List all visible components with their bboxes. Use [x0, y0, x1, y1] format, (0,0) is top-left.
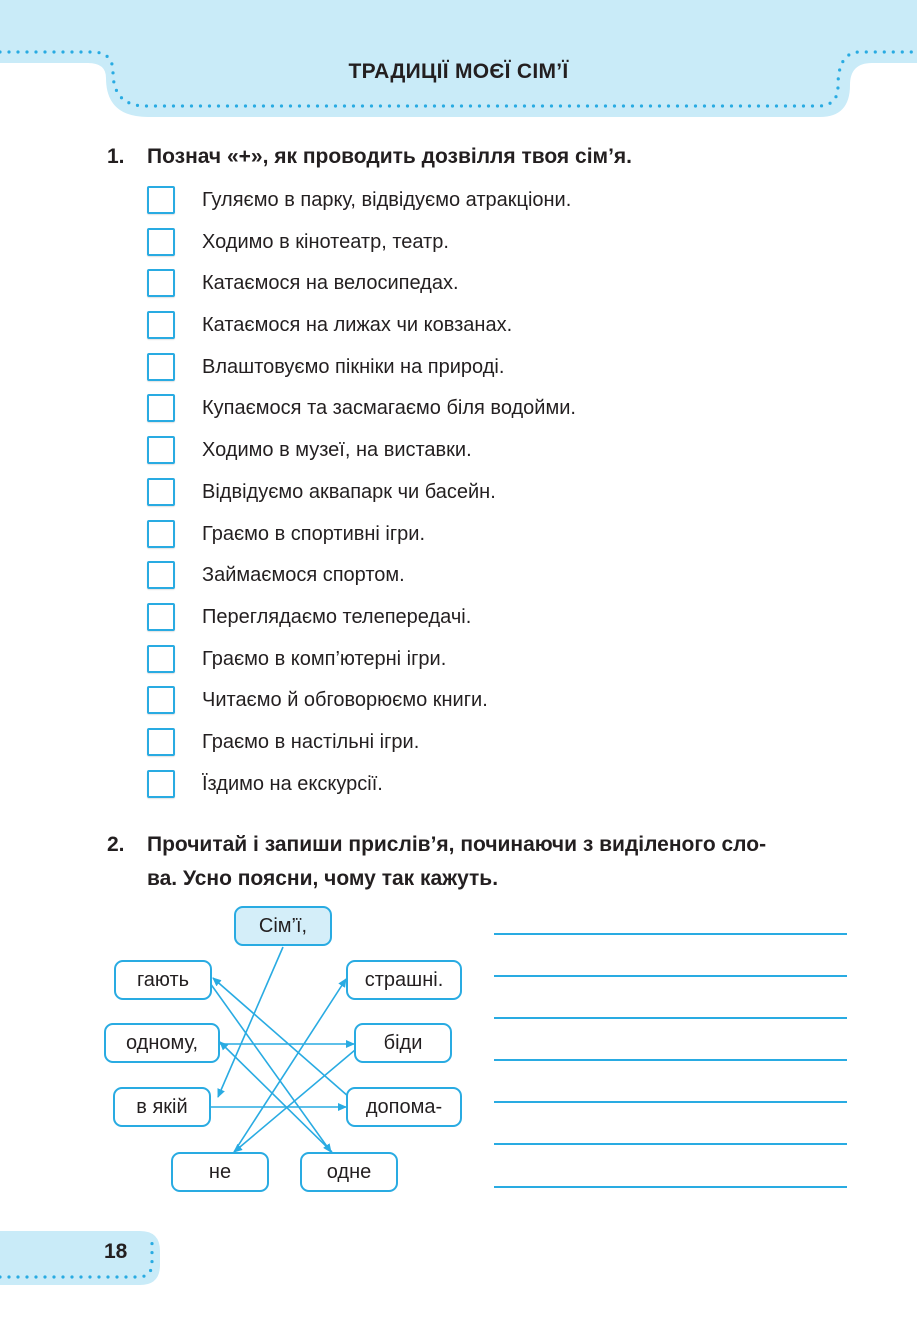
arrow-odne-to-odnomu: [220, 1042, 332, 1152]
check-label: Їздимо на екскурсії.: [202, 772, 383, 795]
check-label: Ходимо в кінотеатр, театр.: [202, 230, 449, 253]
answer-line[interactable]: [494, 1186, 847, 1188]
task-1-number: 1.: [107, 145, 125, 168]
answer-line[interactable]: [494, 1101, 847, 1103]
task-2-instruction-line-1: Прочитай і запиши прислів’я, починаючи з виділеного сло-: [147, 833, 767, 856]
check-label: Катаємося на лижах чи ковзанах.: [202, 314, 513, 337]
arrow-simi-to-v-yakii: [218, 947, 283, 1097]
check-label: Займаємося спортом.: [202, 564, 405, 587]
word-box-gayut: гають: [114, 960, 212, 1000]
check-label: Переглядаємо телепередачі.: [202, 605, 472, 628]
check-label: Граємо в настільні ігри.: [202, 730, 420, 753]
page-number-tab: [0, 1225, 170, 1295]
task-2-instruction-line-2: ва. Усно поясни, чому так кажуть.: [147, 867, 499, 890]
check-label: Купаємося та засмагаємо біля водойми.: [202, 397, 576, 420]
task-1-instruction: Познач «+», як проводить дозвілля твоя сім’я.: [147, 145, 632, 168]
word-box-dopoma: допома-: [346, 1087, 462, 1127]
answer-line[interactable]: [494, 933, 847, 935]
answer-line[interactable]: [494, 1143, 847, 1145]
word-box-bidy: біди: [354, 1023, 452, 1063]
check-label: Ходимо в музеї, на виставки.: [202, 439, 472, 462]
check-label: Читаємо й обговорюємо книги.: [202, 689, 488, 712]
arrow-gayut-to-odne: [210, 983, 331, 1152]
task-2-number: 2.: [107, 833, 125, 856]
answer-line[interactable]: [494, 1017, 847, 1019]
check-label: Влаштовуємо пікніки на природі.: [202, 355, 505, 378]
word-box-strashni: страшні.: [346, 960, 462, 1000]
check-label: Відвідуємо аквапарк чи басейн.: [202, 480, 496, 503]
check-label: Граємо в спортивні ігри.: [202, 522, 425, 545]
check-label: Граємо в комп’ютерні ігри.: [202, 647, 447, 670]
word-box-v-yakii: в якій: [113, 1087, 211, 1127]
word-box-odnomu: одному,: [104, 1023, 220, 1063]
word-box-odne: одне: [300, 1152, 398, 1192]
word-box-simi: Сім’ї,: [234, 906, 332, 946]
answer-line[interactable]: [494, 975, 847, 977]
check-label: Гуляємо в парку, відвідуємо атракціони.: [202, 189, 572, 211]
answer-line[interactable]: [494, 1059, 847, 1061]
page-number: 18: [104, 1240, 128, 1263]
arrow-bidy-to-ne: [234, 1050, 355, 1152]
check-label: Катаємося на велосипедах.: [202, 272, 459, 295]
word-box-ne: не: [171, 1152, 269, 1192]
page-title: ТРАДИЦІЇ МОЄЇ СІМ’Ї: [348, 60, 569, 83]
arrow-ne-to-strashni: [234, 979, 346, 1152]
